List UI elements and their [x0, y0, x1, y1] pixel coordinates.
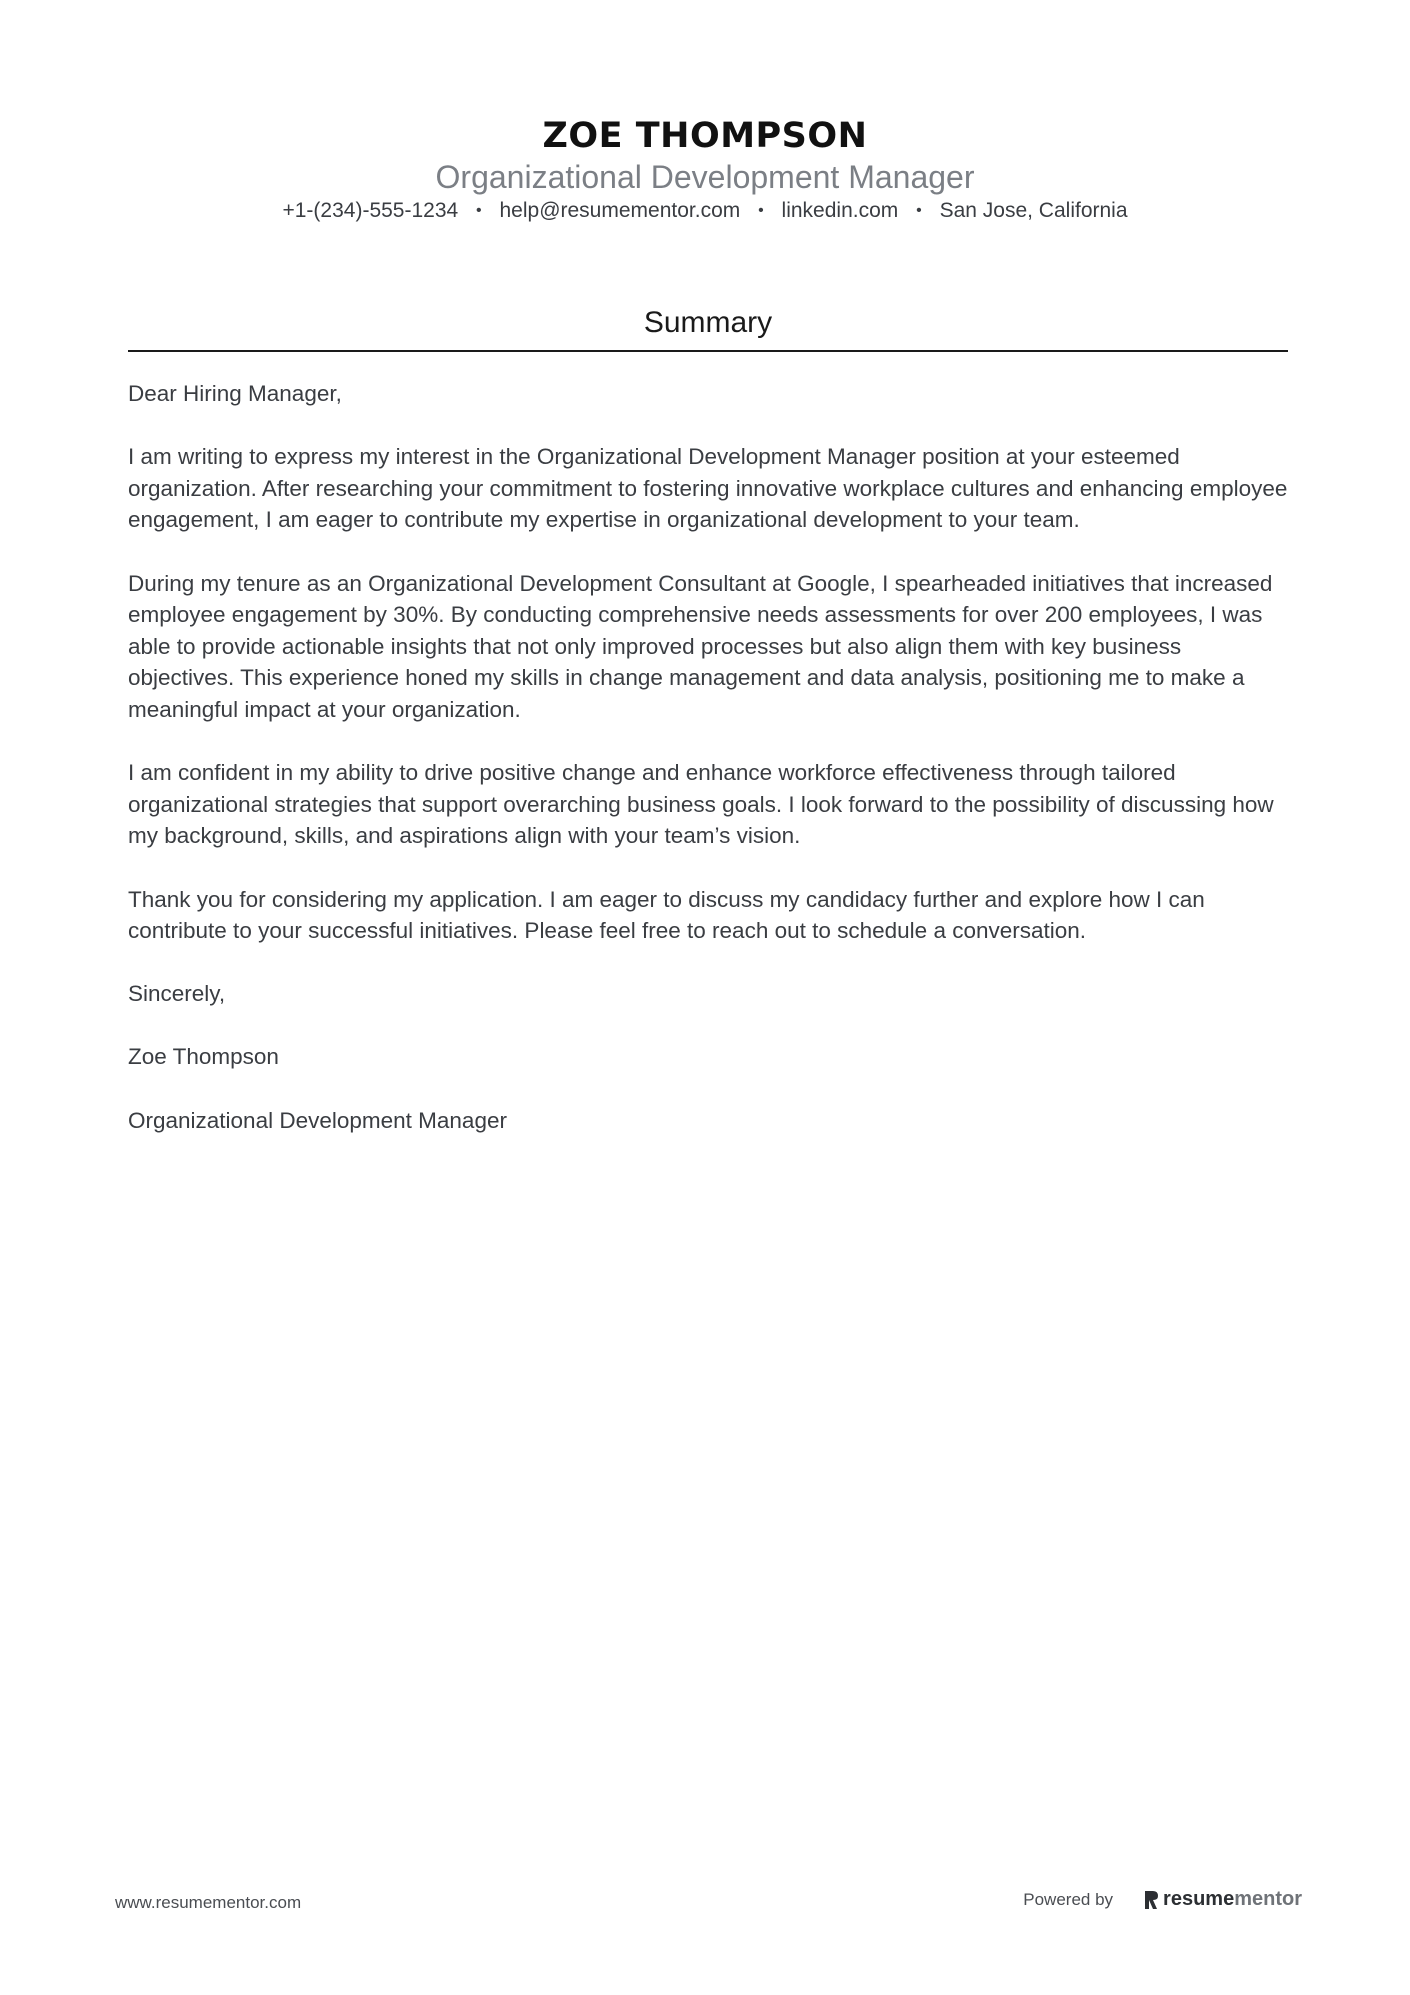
letter-header: [0, 112, 1410, 226]
letter-paragraph: I am confident in my ability to drive positive change and enhance workforce effectiveness through tailored organizational strategies that support overarching business goals. I look forward to the possibility of discussing how my background, skills, and aspirations align with your team’s vision.: [128, 760, 1274, 849]
footer-branding: [1023, 1888, 1302, 1911]
section-title: Summary: [643, 306, 773, 339]
contact-email[interactable]: help@resumementor.com: [499, 199, 741, 222]
resumementor-logo-icon: [1143, 1890, 1159, 1910]
letter-paragraph: Thank you for considering my application. I am eager to discuss my candidacy further and explore how I can contribute to your successful initiatives. Please feel free to reach out to schedule a conversation.: [128, 886, 1205, 944]
contact-separator: •: [916, 202, 922, 219]
signature-title: Organizational Development Manager: [128, 1107, 507, 1133]
contact-location: San Jose, California: [939, 199, 1128, 222]
section-divider: [128, 350, 1288, 352]
contact-separator: •: [758, 202, 764, 219]
footer-website[interactable]: www.resumementor.com: [115, 1893, 302, 1912]
letter-greeting: Dear Hiring Manager,: [128, 381, 342, 406]
letter-closing: Sincerely,: [128, 981, 226, 1007]
letter-paragraph: During my tenure as an Organizational Development Consultant at Google, I spearheaded initiatives that increased employee engagement by 30%. By conducting comprehensive needs assessments for over 200 employees, I was able to provide actionable insights that not only improved processes but also align them with key business objectives. This experience honed my skills in change management and data analysis, positioning me to make a meaningful impact at your organization.: [128, 570, 1273, 722]
letter-paragraph: I am writing to express my interest in the Organizational Development Manager position at your esteemed organization. After researching your commitment to fostering innovative workplace cultures and enhancing employee engagement, I am eager to contribute my expertise in organizational development to your team.: [128, 444, 1288, 533]
contact-phone: +1-(234)-555-1234: [282, 199, 459, 222]
contact-separator: •: [476, 202, 482, 219]
brand-name-accent: mentor: [1234, 1888, 1302, 1910]
powered-by-label: Powered by: [1023, 1889, 1114, 1909]
candidate-title: Organizational Development Manager: [435, 159, 975, 195]
letter-body: [128, 378, 1288, 1168]
contact-line: [0, 196, 1410, 226]
brand-name-main: resume: [1163, 1888, 1235, 1910]
candidate-name: ZOE THOMPSON: [542, 116, 868, 156]
brand-logo[interactable]: [1143, 1888, 1302, 1911]
signature-name: Zoe Thompson: [128, 1044, 279, 1070]
contact-linkedin[interactable]: linkedin.com: [781, 199, 899, 222]
